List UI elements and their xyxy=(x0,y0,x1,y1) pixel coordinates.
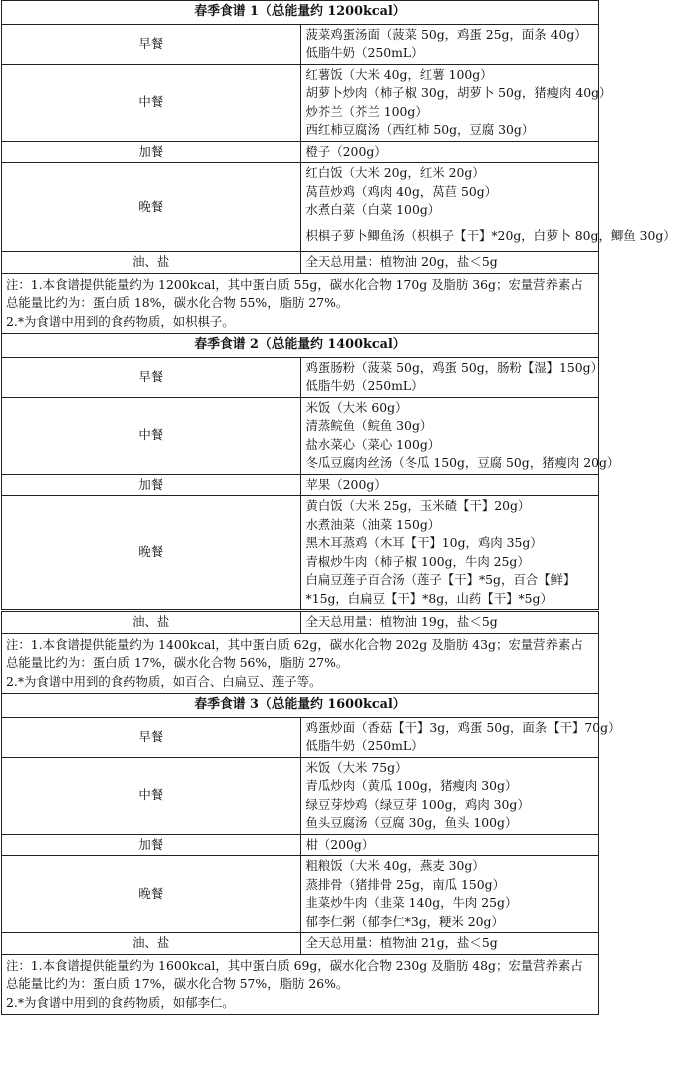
food-item: 青瓜炒肉（黄瓜 100g，猪瘦肉 30g） xyxy=(305,778,518,793)
food-item: 柑（200g） xyxy=(305,836,375,852)
menu-1-notes-row xyxy=(2,273,599,334)
note-text: 注：1.本食谱提供能量约为 1400kcal，其中蛋白质 62g，碳水化合物 202g 及脂肪 43g；宏量营养素占总能量比约为：蛋白质 17%，碳水化合物 56%，脂肪 27%。 xyxy=(6,636,583,670)
food-item: 菠菜鸡蛋汤面（菠菜 50g，鸡蛋 25g，面条 40g） xyxy=(305,26,587,42)
meal-label: 油、盐 xyxy=(2,252,301,274)
meal-items xyxy=(300,757,599,834)
meal-items xyxy=(300,856,599,933)
food-item: 苹果（200g） xyxy=(305,476,387,492)
menu-1-title-row xyxy=(2,1,599,25)
food-item: 鱼头豆腐汤（豆腐 30g，鱼头 100g） xyxy=(305,815,518,830)
menu-1-snack-row xyxy=(2,141,599,163)
meal-label: 油、盐 xyxy=(2,933,301,955)
food-item: 米饭（大米 75g） xyxy=(305,759,408,775)
menu-2-notes-row xyxy=(2,633,599,694)
meal-items xyxy=(300,933,599,955)
meal-label: 中餐 xyxy=(2,757,301,834)
food-item: 枳椇子萝卜鲫鱼汤（枳椇子【干】*20g，白萝卜 80g，鲫鱼 30g） xyxy=(305,227,676,243)
food-item: 全天总用量：植物油 20g，盐＜5g xyxy=(305,254,498,269)
food-item: 韭菜炒牛肉（韭菜 140g，牛肉 25g） xyxy=(305,895,518,910)
menu-table xyxy=(1,0,676,1015)
food-item: 蒸排骨（猪排骨 25g，南瓜 150g） xyxy=(305,876,505,892)
food-item: 绿豆芽炒鸡（绿豆芽 100g，鸡肉 30g） xyxy=(305,796,530,812)
meal-items xyxy=(300,252,599,274)
food-item: 胡萝卜炒肉（柿子椒 30g，胡萝卜 50g，猪瘦肉 40g） xyxy=(305,85,612,100)
meal-items xyxy=(300,834,599,856)
food-item: 米饭（大米 60g） xyxy=(305,399,408,415)
menu-title: 春季食谱 1（总能量约 1200kcal） xyxy=(2,1,599,25)
menu-2-dinner-row xyxy=(2,496,599,611)
menu-1-lunch-row xyxy=(2,64,599,141)
food-item: 郁李仁粥（郁李仁*3g，粳米 20g） xyxy=(305,913,504,929)
meal-items xyxy=(300,163,676,252)
menu-notes xyxy=(2,954,599,1015)
note-text: 2.*为食谱中用到的食药物质，如百合、白扁豆、莲子等。 xyxy=(6,673,322,689)
food-item: 白扁豆莲子百合汤（莲子【干】*5g，百合【鲜】*15g，白扁豆【干】*8g，山药【干】*5g） xyxy=(305,572,576,606)
menu-3-lunch-row xyxy=(2,757,599,834)
food-item: 粗粮饭（大米 40g，燕麦 30g） xyxy=(305,858,485,873)
meal-items xyxy=(300,474,599,496)
food-item: 低脂牛奶（250mL） xyxy=(305,738,424,753)
menu-3-snack-row xyxy=(2,834,599,856)
menu-3-breakfast-row xyxy=(2,717,599,757)
menu-2-snack-row xyxy=(2,474,599,496)
food-item: 红白饭（大米 20g，红米 20g） xyxy=(305,165,485,180)
menu-title: 春季食谱 2（总能量约 1400kcal） xyxy=(2,334,599,358)
document-page xyxy=(1,0,676,1015)
meal-label: 晚餐 xyxy=(2,856,301,933)
meal-items xyxy=(300,24,599,64)
menu-3-title-row xyxy=(2,694,599,718)
food-item: 低脂牛奶（250mL） xyxy=(305,378,424,393)
menu-notes xyxy=(2,273,599,334)
food-item: 低脂牛奶（250mL） xyxy=(305,45,424,60)
meal-label: 早餐 xyxy=(2,357,301,397)
menu-2-title-row xyxy=(2,334,599,358)
meal-label: 中餐 xyxy=(2,397,301,474)
menu-3-oil-salt-row xyxy=(2,933,599,955)
meal-label: 加餐 xyxy=(2,834,301,856)
food-item: 水煮白菜（白菜 100g） xyxy=(305,202,441,217)
meal-label: 加餐 xyxy=(2,474,301,496)
meal-items xyxy=(300,397,620,474)
meal-label: 晚餐 xyxy=(2,496,301,611)
meal-items xyxy=(300,64,612,141)
food-item: 黑木耳蒸鸡（木耳【干】10g，鸡肉 35g） xyxy=(305,535,543,550)
menu-2-lunch-row xyxy=(2,397,599,474)
menu-1-oil-salt-row xyxy=(2,252,599,274)
food-item: 清蒸鲩鱼（鲩鱼 30g） xyxy=(305,418,433,433)
menu-1-breakfast-row xyxy=(2,24,599,64)
food-item: 橙子（200g） xyxy=(305,143,387,159)
meal-items xyxy=(300,717,621,757)
food-item: 盐水菜心（菜心 100g） xyxy=(305,436,441,452)
menu-3-dinner-row xyxy=(2,856,599,933)
meal-label: 中餐 xyxy=(2,64,301,141)
meal-items xyxy=(300,357,603,397)
meal-label: 早餐 xyxy=(2,717,301,757)
note-text: 2.*为食谱中用到的食药物质，如郁李仁。 xyxy=(6,994,235,1010)
note-text: 注：1.本食谱提供能量约为 1200kcal，其中蛋白质 55g，碳水化合物 170g 及脂肪 36g；宏量营养素占总能量比约为：蛋白质 18%，碳水化合物 55%，脂肪 27%。 xyxy=(6,276,583,310)
food-item: 鸡蛋炒面（香菇【干】3g，鸡蛋 50g，面条【干】70g） xyxy=(305,719,621,735)
menu-2-oil-salt-row xyxy=(2,611,599,634)
menu-title: 春季食谱 3（总能量约 1600kcal） xyxy=(2,694,599,718)
food-item: 冬瓜豆腐肉丝汤（冬瓜 150g，豆腐 50g，猪瘦肉 20g） xyxy=(305,455,620,470)
meal-label: 油、盐 xyxy=(2,611,301,634)
menu-1-dinner-row xyxy=(2,163,599,252)
note-text: 2.*为食谱中用到的食药物质，如枳椇子。 xyxy=(6,313,235,329)
meal-label: 晚餐 xyxy=(2,163,301,252)
meal-items xyxy=(300,611,599,634)
food-item: 水煮油菜（油菜 150g） xyxy=(305,516,441,532)
menu-3-notes-row xyxy=(2,954,599,1015)
meal-label: 早餐 xyxy=(2,24,301,64)
food-item: 莴苣炒鸡（鸡肉 40g，莴苣 50g） xyxy=(305,183,498,199)
meal-items xyxy=(300,496,599,611)
food-item: 炒芥兰（芥兰 100g） xyxy=(305,103,428,119)
menu-2-breakfast-row xyxy=(2,357,599,397)
food-item: 全天总用量：植物油 21g，盐＜5g xyxy=(305,935,498,950)
food-item: 鸡蛋肠粉（菠菜 50g，鸡蛋 50g，肠粉【湿】150g） xyxy=(305,359,603,375)
note-text: 注：1.本食谱提供能量约为 1600kcal，其中蛋白质 69g，碳水化合物 230g 及脂肪 48g；宏量营养素占总能量比约为：蛋白质 17%，碳水化合物 57%，脂肪 26%。 xyxy=(6,957,583,991)
food-item: 西红柿豆腐汤（西红柿 50g，豆腐 30g） xyxy=(305,122,535,137)
food-item: 黄白饭（大米 25g，玉米碴【干】20g） xyxy=(305,498,531,513)
meal-label: 加餐 xyxy=(2,141,301,163)
meal-items xyxy=(300,141,599,163)
menu-notes xyxy=(2,633,599,694)
food-item: 红薯饭（大米 40g，红薯 100g） xyxy=(305,66,493,82)
food-item: 青椒炒牛肉（柿子椒 100g，牛肉 25g） xyxy=(305,553,530,569)
food-item: 全天总用量：植物油 19g，盐＜5g xyxy=(305,614,498,629)
